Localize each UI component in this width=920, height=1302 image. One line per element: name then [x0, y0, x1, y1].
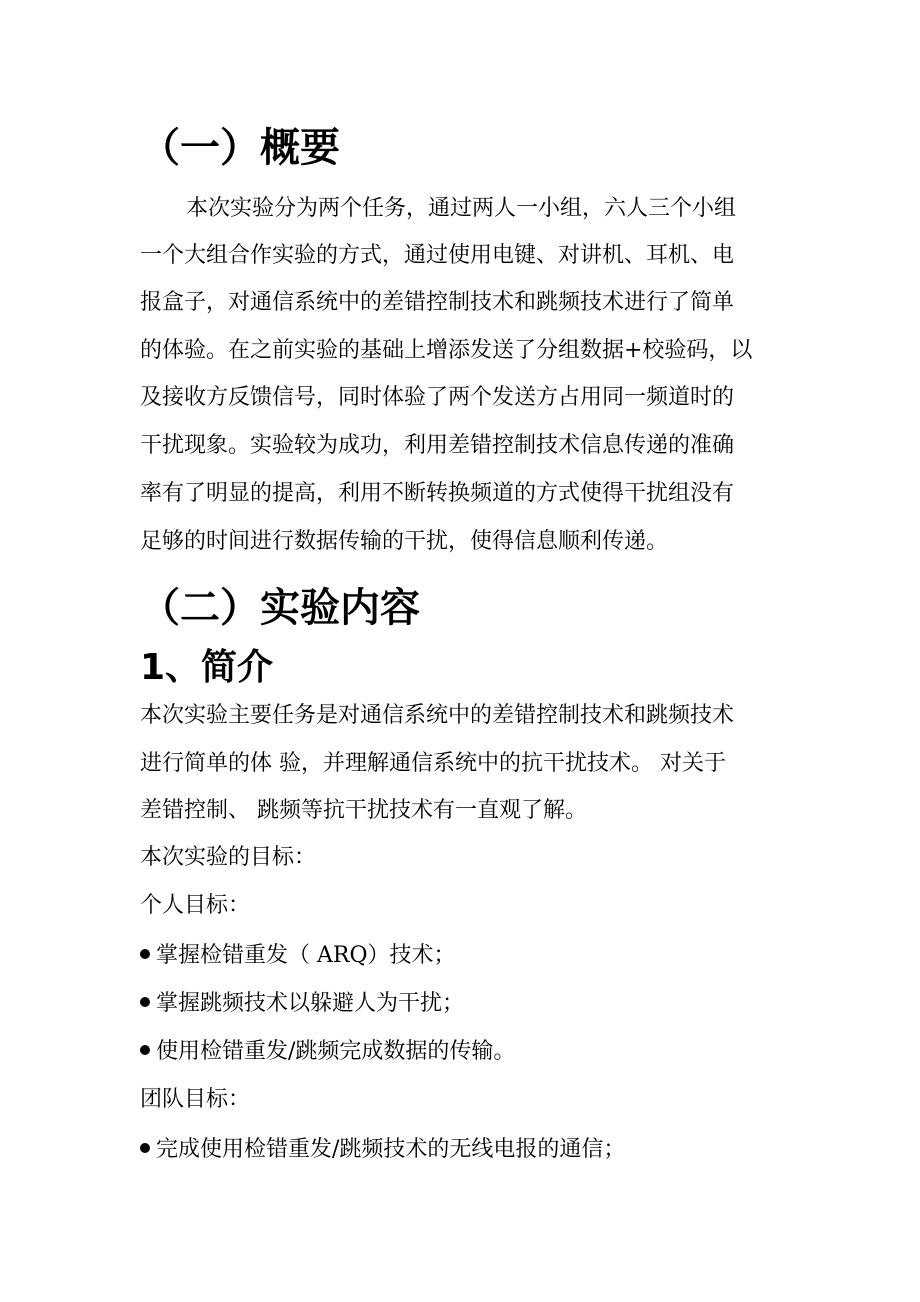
team-goals-label: 团队目标： — [140, 1087, 251, 1112]
list-item — [140, 1037, 515, 1067]
intro-line: 本次实验主要任务是对通信系统中的差错控制技术和跳频技术 — [140, 703, 735, 728]
sub-heading-intro: 1、简介 — [140, 647, 274, 688]
bullet-icon — [140, 1143, 150, 1153]
paragraph-line: 干扰现象。实验较为成功，利用差错控制技术信息传递的准确 — [140, 433, 735, 458]
list-item-text: 使用检错重发/跳频完成数据的传输。 — [156, 1039, 516, 1064]
paragraph-line: 本次实验分为两个任务，通过两人一小组，六人三个小组 — [186, 196, 737, 221]
paragraph-line: 及接收方反馈信号，同时体验了两个发送方占用同一频道时的 — [140, 385, 735, 410]
paragraph-line: 报盒子，对通信系统中的差错控制技术和跳频技术进行了简单 — [140, 290, 735, 315]
list-item-text: 掌握检错重发（ ARQ）技术； — [156, 943, 456, 968]
list-item-text: 掌握跳频技术以躲避人为干扰； — [156, 991, 465, 1016]
goals-label: 本次实验的目标： — [140, 845, 317, 870]
section-heading-overview: （一）概要 — [140, 125, 340, 171]
section-heading-content: （二）实验内容 — [140, 585, 420, 631]
intro-line: 进行简单的体 验，并理解通信系统中的抗干扰技术。 对关于 — [140, 751, 726, 776]
paragraph-line: 足够的时间进行数据传输的干扰，使得信息顺利传递。 — [140, 529, 669, 554]
paragraph-line: 一个大组合作实验的方式，通过使用电键、对讲机、耳机、电 — [140, 243, 735, 268]
list-item — [140, 1135, 625, 1165]
list-item — [140, 989, 464, 1019]
bullet-icon — [140, 949, 150, 959]
paragraph-line: 率有了明显的提高，利用不断转换频道的方式使得干扰组没有 — [140, 481, 735, 506]
personal-goals-label: 个人目标： — [140, 893, 251, 918]
bullet-icon — [140, 997, 150, 1007]
list-item-text: 完成使用检错重发/跳频技术的无线电报的通信； — [156, 1137, 626, 1162]
list-item — [140, 941, 455, 971]
intro-line: 差错控制、 跳频等抗干扰技术有一直观了解。 — [140, 798, 587, 823]
bullet-icon — [140, 1045, 150, 1055]
paragraph-line: 的体验。在之前实验的基础上增添发送了分组数据+校验码，以 — [140, 338, 753, 363]
